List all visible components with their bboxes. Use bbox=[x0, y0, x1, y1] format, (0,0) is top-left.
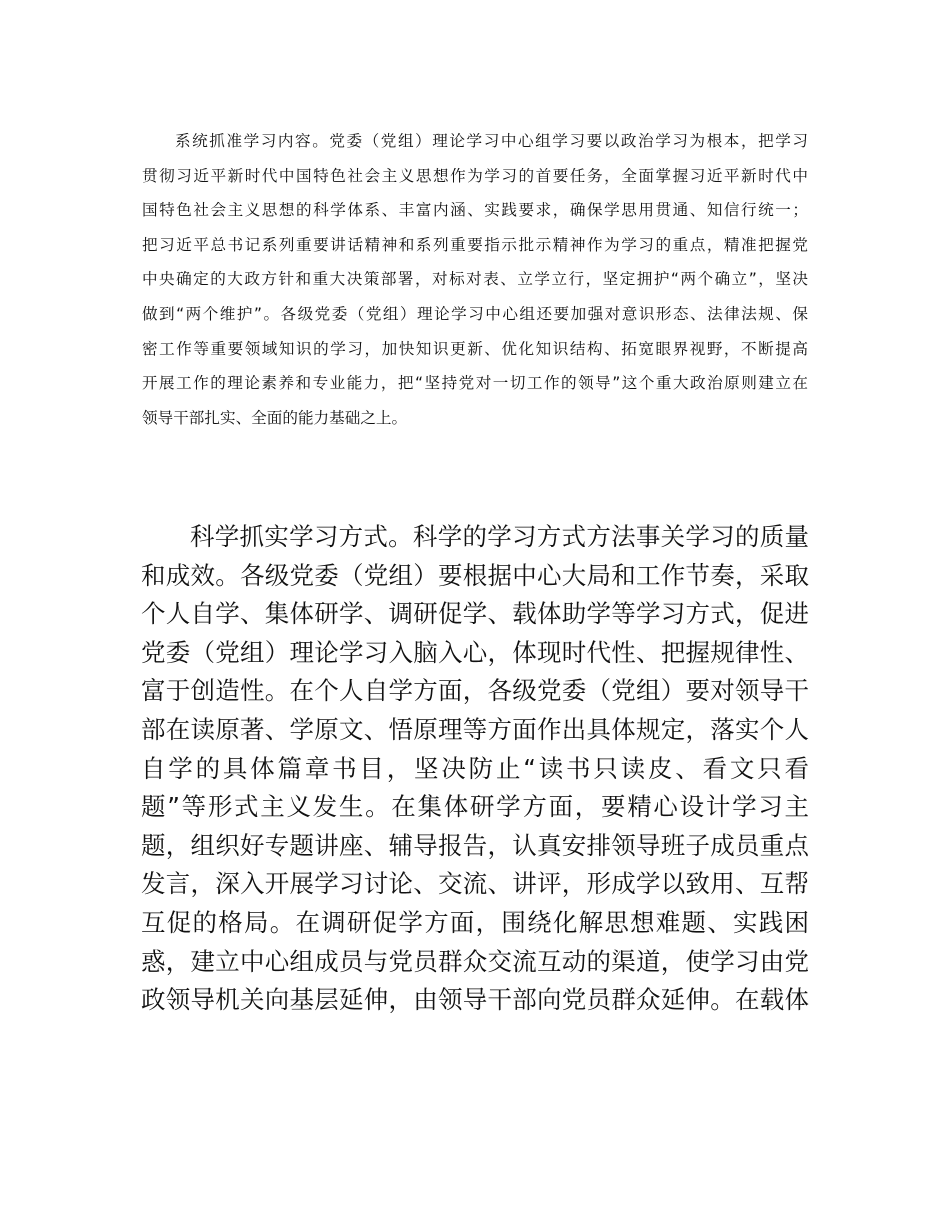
paragraph-line: 党委（党组）理论学习入脑入心，体现时代性、把握规律性、 bbox=[141, 637, 809, 667]
paragraph-line: 科学抓实学习方式。科学的学习方式方法事关学习的质量 bbox=[190, 522, 809, 551]
paragraph-line: 做到“两个维护”。各级党委（党组）理论学习中心组还要加强对意识形态、法律法规、保 bbox=[142, 304, 808, 323]
paragraph-line: 国特色社会主义思想的科学体系、丰富内涵、实践要求，确保学思用贯通、知信行统一； bbox=[142, 201, 808, 220]
paragraph-line: 密工作等重要领域知识的学习，加快知识更新、优化知识结构、拓宽眼界视野，不断提高 bbox=[142, 339, 808, 358]
paragraph-line: 贯彻习近平新时代中国特色社会主义思想作为学习的首要任务，全面掌握习近平新时代中 bbox=[142, 166, 808, 185]
paragraph-line: 互促的格局。在调研促学方面，围绕化解思想难题、实践困 bbox=[141, 907, 809, 937]
paragraph-line: 系统抓准学习内容。党委（党组）理论学习中心组学习要以政治学习为根本，把学习 bbox=[175, 132, 808, 150]
paragraph-line: 开展工作的理论素养和专业能力，把“坚持党对一切工作的领导”这个重大政治原则建立在 bbox=[142, 374, 808, 393]
paragraph-line: 中央确定的大政方针和重大决策部署，对标对表、立学立行，坚定拥护“两个确立”，坚决 bbox=[142, 270, 808, 289]
paragraph-line: 个人自学、集体研学、调研促学、载体助学等学习方式，促进 bbox=[141, 599, 809, 629]
paragraph-line: 惑，建立中心组成员与党员群众交流互动的渠道，使学习由党 bbox=[141, 946, 809, 976]
paragraph-line: 政领导机关向基层延伸，由领导干部向党员群众延伸。在载体 bbox=[141, 985, 809, 1015]
paragraph-line: 和成效。各级党委（党组）要根据中心大局和工作节奏，采取 bbox=[141, 560, 809, 590]
paragraph-line: 领导干部扎实、全面的能力基础之上。 bbox=[142, 408, 408, 427]
paragraph-study-content bbox=[0, 124, 808, 435]
paragraph-study-methods bbox=[0, 518, 809, 1020]
paragraph-line: 自学的具体篇章书目，坚决防止“读书只读皮、看文只看 bbox=[141, 753, 809, 783]
paragraph-line: 发言，深入开展学习讨论、交流、讲评，形成学以致用、互帮 bbox=[141, 869, 809, 899]
paragraph-line: 题”等形式主义发生。在集体研学方面，要精心设计学习主 bbox=[141, 792, 809, 822]
paragraph-line: 题，组织好专题讲座、辅导报告，认真安排领导班子成员重点 bbox=[141, 830, 809, 860]
paragraph-line: 部在读原著、学原文、悟原理等方面作出具体规定，落实个人 bbox=[141, 714, 809, 744]
paragraph-line: 把习近平总书记系列重要讲话精神和系列重要指示批示精神作为学习的重点，精准把握党 bbox=[142, 235, 808, 254]
paragraph-line: 富于创造性。在个人自学方面，各级党委（党组）要对领导干 bbox=[141, 676, 809, 706]
